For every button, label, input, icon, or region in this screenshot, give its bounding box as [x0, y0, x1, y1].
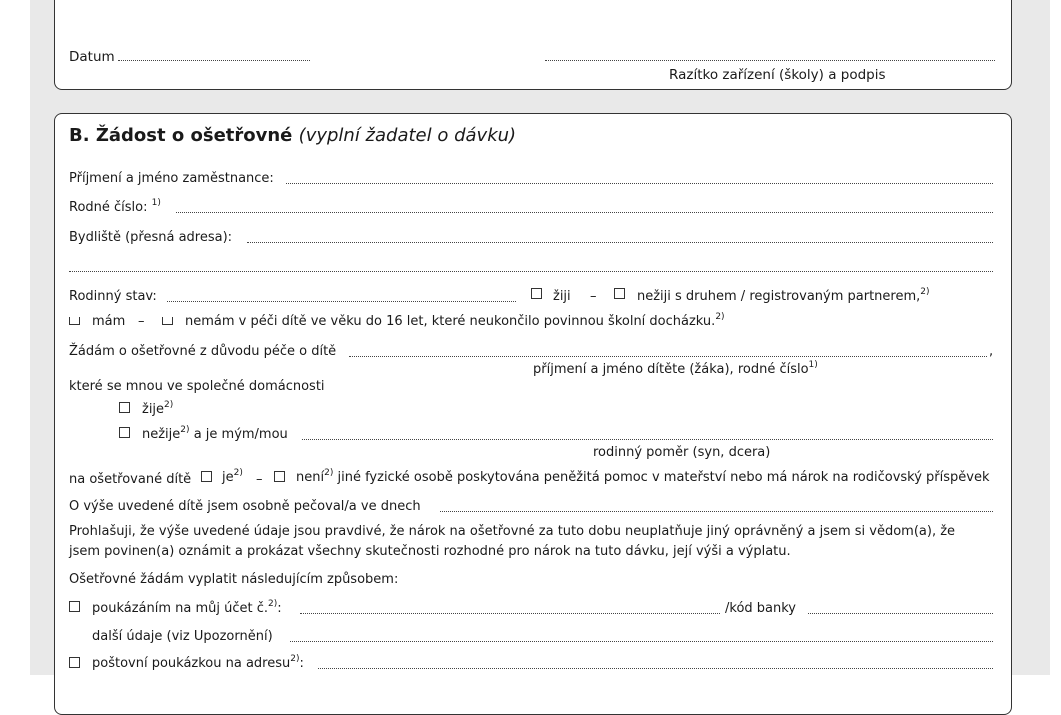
- support-is-not-checkbox[interactable]: [274, 471, 285, 482]
- opt-live-label: žiji: [553, 289, 571, 304]
- dash-separator: –: [590, 289, 597, 304]
- comma: ,: [989, 344, 994, 359]
- declaration-line-2: jsem povinen(a) oznámit a prokázat všechny skutečnosti rozhodné pro nárok na tuto dávku, její výši a výplatu.: [69, 544, 791, 559]
- not-lives-checkbox[interactable]: [119, 427, 130, 438]
- section-b-subtitle: (vyplní žadatel o dávku): [298, 125, 517, 146]
- pay-postal-label: poštovní poukázkou na adresu$^{2)}$:: [92, 654, 304, 671]
- address-label: Bydliště (přesná adresa):: [69, 230, 233, 245]
- dash-separator-3: –: [256, 472, 263, 487]
- not-live-with-partner-checkbox[interactable]: [614, 288, 625, 299]
- pay-account-label: poukázáním na můj účet č.$^{2)}$:: [92, 599, 282, 616]
- have-not-child-checkbox[interactable]: [162, 317, 173, 325]
- datum-label: Datum: [69, 49, 115, 65]
- opt-have-label: mám: [92, 314, 126, 329]
- datum-field[interactable]: [118, 60, 310, 61]
- live-with-partner-checkbox[interactable]: [531, 288, 542, 299]
- address-field[interactable]: [247, 242, 993, 243]
- opt-lives-label: žije$^{2)}$: [142, 400, 174, 417]
- left-margin: [0, 0, 30, 675]
- child-caption: příjmení a jméno dítěte (žáka), rodné číslo$^{1)}$: [533, 360, 818, 377]
- opt-is-label: $je^{2)}$: [222, 468, 243, 485]
- pay-postal-checkbox[interactable]: [69, 657, 80, 668]
- other-info-label: další údaje (viz Upozornění): [92, 629, 273, 644]
- stamp-signature-field[interactable]: [545, 60, 995, 61]
- household-label: které se mnou ve společné domácnosti: [69, 379, 325, 394]
- payment-label: Ošetřovné žádám vyplatit následujícím způsobem:: [69, 572, 399, 587]
- opt-not-lives-label: nežije$^{2)}$ a je mým/mou: [142, 425, 288, 442]
- other-info-field[interactable]: [290, 641, 993, 642]
- care-days-label: O výše uvedené dítě jsem osobně pečoval/a ve dnech: [69, 499, 421, 514]
- marital-status-field[interactable]: [167, 301, 516, 302]
- section-b-title: [69, 126, 516, 146]
- stamp-label: Razítko zařízení (školy) a podpis: [669, 67, 886, 83]
- section-b-title-text: B. Žádost o ošetřovné: [69, 125, 293, 146]
- dash-separator-2: –: [138, 314, 145, 329]
- support-prefix: na ošetřované dítě: [69, 472, 192, 487]
- support-is-checkbox[interactable]: [201, 471, 212, 482]
- opt-not-live-label: nežiji s druhem / registrovaným partnerem,$^{2)}$: [637, 287, 930, 304]
- account-number-field[interactable]: [300, 613, 720, 614]
- child-name-field[interactable]: [349, 356, 987, 357]
- declaration-line-1: Prohlašuji, že výše uvedené údaje jsou pravdivé, že nárok na ošetřovné za tuto dobu neuplatňuje jiný oprávněný a jsem si vědom(a), že: [69, 524, 956, 539]
- bank-code-label: /kód banky: [725, 601, 796, 616]
- opt-is-not-label: není$^{2)}$ jiné fyzické osobě poskytována peněžitá pomoc v mateřství nebo má nárok na rodičovský příspěvek: [296, 468, 990, 485]
- request-label: Žádám o ošetřovné z důvodu péče o dítě: [69, 344, 337, 359]
- care-days-field[interactable]: [440, 511, 993, 512]
- marital-status-label: Rodinný stav:: [69, 289, 157, 304]
- bank-code-field[interactable]: [808, 613, 993, 614]
- address-field-line2[interactable]: [69, 271, 993, 272]
- birth-number-field[interactable]: [176, 212, 993, 213]
- surname-label: Příjmení a jméno zaměstnance:: [69, 171, 274, 186]
- have-child-checkbox[interactable]: [69, 317, 80, 325]
- relation-field[interactable]: [302, 439, 993, 440]
- opt-have-not-label: nemám v péči dítě ve věku do 16 let, které neukončilo povinnou školní docházku.$^{2)}$: [185, 312, 725, 329]
- birth-number-label: Rodné číslo: $^{1)}$: [69, 198, 161, 215]
- postal-address-field[interactable]: [318, 668, 993, 669]
- pay-account-checkbox[interactable]: [69, 601, 80, 612]
- right-margin: [1050, 0, 1061, 675]
- relation-caption: rodinný poměr (syn, dcera): [593, 445, 771, 460]
- section-b-box: [54, 113, 1012, 715]
- surname-field[interactable]: [286, 183, 993, 184]
- lives-checkbox[interactable]: [119, 402, 130, 413]
